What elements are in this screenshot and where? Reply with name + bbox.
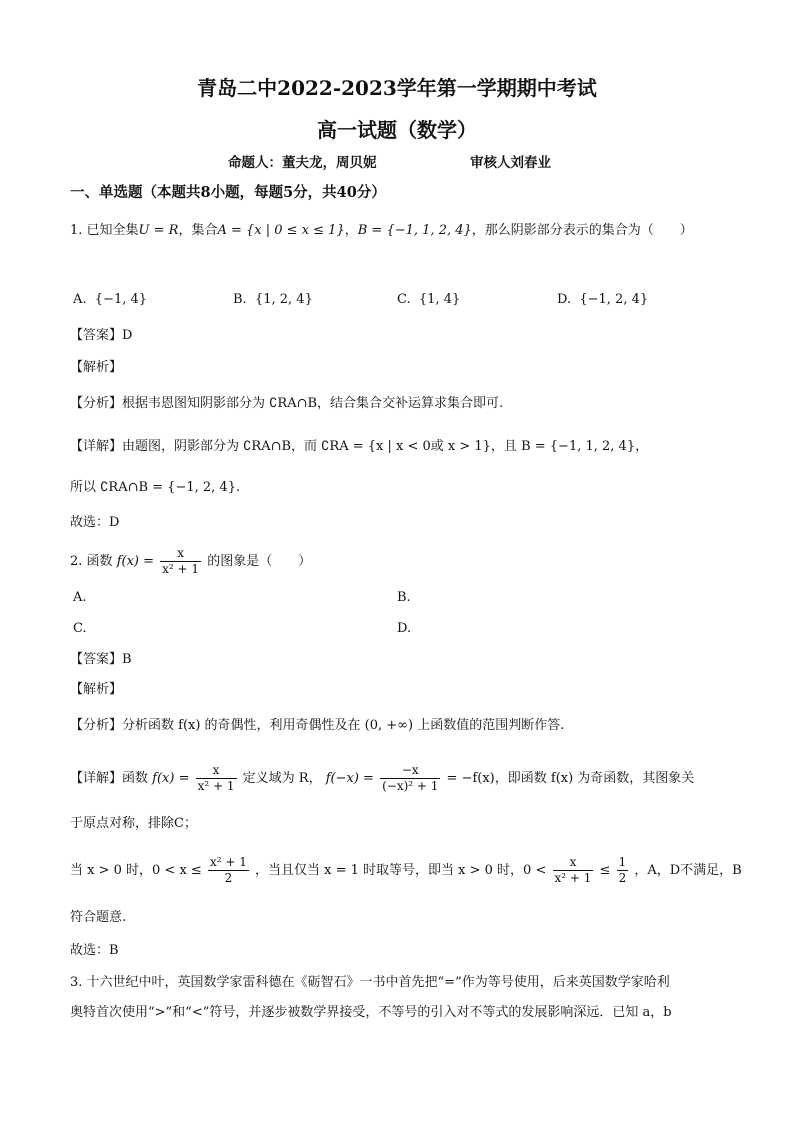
q2-detail-2: 于原点对称，排除C； xyxy=(70,816,197,831)
q1-option-a-value: {−1, 4} xyxy=(94,292,148,307)
q1-set-a: A = {x | 0 ≤ x ≤ 1} xyxy=(217,223,345,238)
q2-func-fraction xyxy=(160,546,201,577)
section-heading: 一、单选题（本题共8小题，每题5分，共40分） xyxy=(70,184,386,201)
q2-detail-den1: x² + 1 xyxy=(197,779,235,793)
q2-detail3-num2: x xyxy=(553,855,594,871)
q2-detail3-mid: ，当且仅当 x = 1 时取等号，即当 x > 0 时，0 < xyxy=(255,863,547,878)
q1-answer: 【答案】D xyxy=(70,328,133,343)
q1-option-c-value: {1, 4} xyxy=(418,292,461,307)
q1-fenxi: 【分析】根据韦恩图知阴影部分为 ∁RA∩B，结合集合交补运算求集合即可. xyxy=(70,396,504,411)
q2-stem xyxy=(70,546,311,577)
q1-option-b-value: {1, 2, 4} xyxy=(254,292,313,307)
q1-stem-post: ，那么阴影部分表示的集合为（ ） xyxy=(471,223,693,238)
q2-fenxi: 【分析】分析函数 f(x) 的奇偶性，利用奇偶性及在 (0, +∞) 上函数值的范围判断作答. xyxy=(70,718,565,733)
exam-title: 青岛二中2022-2023学年第一学期期中考试 xyxy=(197,76,597,100)
q2-func-lhs: f(x) = xyxy=(116,554,154,569)
q2-detail3-fraction-1 xyxy=(208,855,249,886)
q2-func-num: x xyxy=(160,546,201,562)
q2-detail-1 xyxy=(70,763,694,794)
q2-detail-mid2: = −f(x)，即函数 f(x) 为奇函数，其图象关 xyxy=(446,771,695,786)
q1-analysis-tag: 【解析】 xyxy=(70,360,123,375)
q2-detail-4: 符合题意. xyxy=(70,910,127,925)
q2-detail3-den: 2 xyxy=(224,871,233,885)
q1-option-d-value: {−1, 2, 4} xyxy=(579,292,649,307)
q2-detail-3 xyxy=(70,855,742,886)
q2-detail3-le: ≤ xyxy=(599,863,611,878)
q2-option-d: D. xyxy=(397,621,412,636)
q2-detail-fraction-2 xyxy=(380,763,440,794)
q2-detail3-pre: 当 x > 0 时，0 < x ≤ xyxy=(70,863,202,878)
q2-detail3-fraction-3 xyxy=(617,855,629,886)
q2-detail3-num3: 1 xyxy=(618,855,627,869)
q2-detail-num1: x xyxy=(196,763,237,779)
q2-detail-num2: −x xyxy=(380,763,440,779)
q1-option-d-label: D. xyxy=(557,292,572,307)
q2-detail3-post: ，A，D不满足，B xyxy=(634,863,742,878)
q2-detail-pre: 【详解】函数 xyxy=(70,771,149,786)
q1-sep2: ， xyxy=(344,223,358,238)
q2-stem-post: 的图象是（ ） xyxy=(207,554,312,569)
q1-option-a xyxy=(73,292,147,307)
q1-detail-2: 所以 ∁RA∩B = {−1, 2, 4}. xyxy=(70,480,241,495)
q2-detail-den2: (−x)² + 1 xyxy=(382,779,439,793)
q2-option-a: A. xyxy=(73,590,87,605)
q2-detail3-num: x² + 1 xyxy=(209,855,247,869)
q2-answer: 【答案】B xyxy=(70,652,132,667)
q2-analysis-tag: 【解析】 xyxy=(70,682,123,697)
q2-func-den: x² + 1 xyxy=(162,562,200,576)
q3-line-2: 奥特首次使用“>”和“<”符号，并逐步被数学界接受，不等号的引入对不等式的发展影响深远．已知 a，b xyxy=(70,1005,672,1020)
q2-detail-fneg: f(−x) = xyxy=(325,771,374,786)
q3-line-1: 3. 十六世纪中叶，英国数学家雷科德在《砺智石》一书中首先把“=”作为等号使用，后来英国数学家哈利 xyxy=(70,975,670,990)
reviewer: 审核人刘春业 xyxy=(470,155,551,171)
q2-option-c: C. xyxy=(73,621,87,636)
q2-choice: 故选：B xyxy=(70,943,119,958)
q1-detail-1: 【详解】由题图，阴影部分为 ∁RA∩B，而 ∁RA = {x | x < 0或 x > 1}，且 B = {−1, 1, 2, 4}， xyxy=(70,439,649,454)
q1-stem-pre: 1. 已知全集 xyxy=(70,223,139,238)
q1-stem xyxy=(70,224,693,237)
q1-option-c-label: C. xyxy=(397,292,411,307)
q2-detail3-fraction-2 xyxy=(553,855,594,886)
q1-set-b: B = {−1, 1, 2, 4} xyxy=(357,223,472,238)
q1-option-b xyxy=(233,292,313,307)
q2-detail3-den3: 2 xyxy=(618,871,627,885)
exam-subtitle: 高一试题（数学） xyxy=(317,118,477,142)
authors: 命题人：董夫龙，周贝妮 xyxy=(228,155,377,171)
q2-detail-fraction-1 xyxy=(196,763,237,794)
q1-sep1: ，集合 xyxy=(178,223,218,238)
q2-detail-f: f(x) = xyxy=(152,771,190,786)
q2-detail-mid1: 定义域为 R， xyxy=(242,771,322,786)
q1-option-a-label: A. xyxy=(73,292,87,307)
q1-option-c xyxy=(397,292,460,307)
q1-universal-set: U = R xyxy=(138,223,179,238)
q2-detail3-den2: x² + 1 xyxy=(554,871,592,885)
q1-choice: 故选：D xyxy=(70,515,120,530)
q1-option-b-label: B. xyxy=(233,292,247,307)
q2-option-b: B. xyxy=(397,590,411,605)
q1-option-d xyxy=(557,292,648,307)
q2-stem-pre: 2. 函数 xyxy=(70,554,113,569)
